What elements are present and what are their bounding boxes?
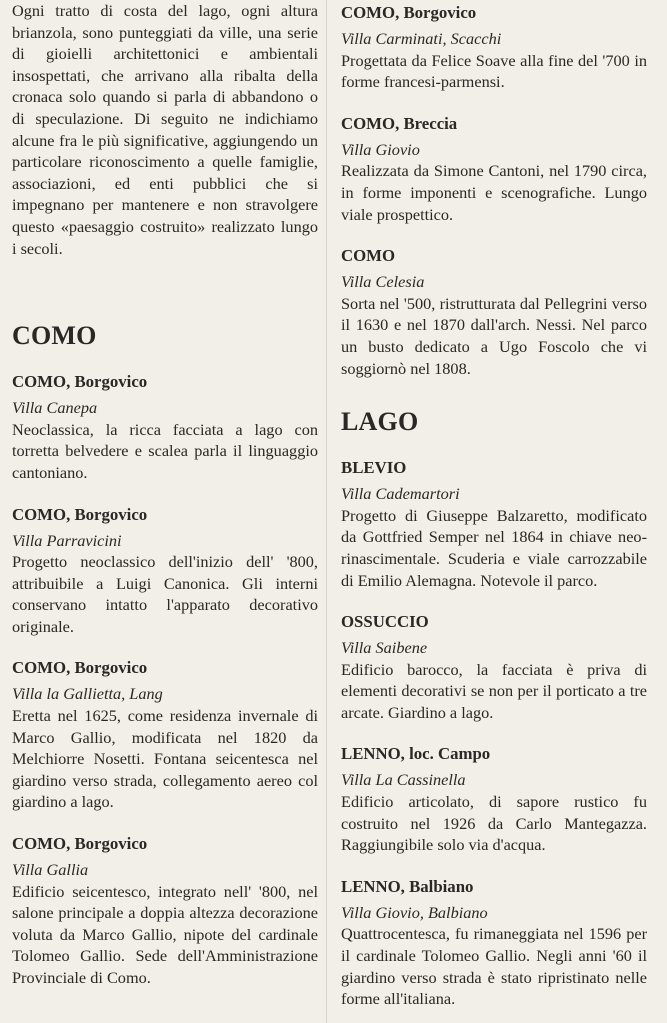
entry-text: Edificio articolato, di sapore rustico fu costruito nel 1926 da Carlo Mantegazza. Raggiungibile solo via d'acqua. <box>341 792 647 855</box>
villa-entry <box>341 245 647 379</box>
villa-entry <box>341 743 647 855</box>
entry-heading: COMO, Borgovico <box>341 3 477 22</box>
section-title-lago: LAGO <box>341 407 419 437</box>
entry-text: Progettata da Felice Soave alla fine del '700 in forme francesi-parmensi. <box>341 50 647 92</box>
right-column <box>341 0 647 1010</box>
section-title-como: COMO <box>12 321 97 351</box>
left-column <box>12 0 318 1009</box>
villa-name: Villa Giovio <box>341 139 420 159</box>
entry-text: Progetto neoclassico dell'inizio dell' '800, attribuibile a Luigi Canonica. Gli interni conservano intatto l'apparato decorativo originale. <box>12 552 318 636</box>
villa-entry <box>341 113 647 225</box>
entry-heading: LENNO, loc. Campo <box>341 744 491 764</box>
entry-text: Eretta nel 1625, come residenza invernale di Marco Gallio, modificata nel 1820 da Melchiorre Nosetti. Fontana seicentesca nel giardino verso strada, collegamento aereo col giardino a lago. <box>12 706 318 812</box>
entry-heading: LENNO, Balbiano <box>341 876 474 896</box>
villa-name: Villa Giovio, Balbiano <box>341 902 488 922</box>
entry-text: Progetto di Giuseppe Balzaretto, modificato da Gottfried Semper nel 1864 in chiave neo-rinascimentale. Scuderia e viale carrozzabile di Emilio Alemagna. Notevole il parco. <box>341 505 647 590</box>
entry-heading: COMO, Breccia <box>341 113 458 133</box>
entry-heading: COMO, Borgovico <box>12 658 148 678</box>
entry-text: Quattrocentesca, fu rimaneggiata nel 1596 per il cardinale Tolomeo Gallio. Negli anni '60 il giardino verso strada è stato ripristinato nelle forme all'italiana. <box>341 924 647 1009</box>
entry-heading: COMO, Borgovico <box>12 504 148 524</box>
entry-text: Realizzata da Simone Cantoni, nel 1790 circa, in forme imponenti e scenografiche. Lungo viale prospettico. <box>341 161 647 224</box>
villa-name: Villa Carminati, Scacchi <box>341 29 502 48</box>
entry-text: Sorta nel '500, ristrutturata dal Pellegrini verso il 1630 e nel 1870 dall'arch. Nessi. Nel parco un busto dedicato a Ugo Foscolo che vi soggiornò nel 1808. <box>341 293 647 378</box>
intro-paragraph: Ogni tratto di costa del lago, ogni altura brianzola, sono punteggiati da ville, una serie di gioielli architettonici e ambientali insospettati, che arrivano alla ribalta della cronaca solo quando si parla di abbandono o di speculazione. Di seguito ne indichiamo alcune fra le più significative, aggiungendo un particolare riconoscimento a quelle famiglie, associazioni, ed enti pubblici che si impegnano per mantenere e non stravolgere questo «paesaggio costruito» realizzato lungo i secoli. <box>12 1 318 258</box>
villa-entry <box>341 876 647 1010</box>
villa-entry <box>341 457 647 591</box>
villa-name: Villa Canepa <box>12 398 98 418</box>
entry-heading: COMO <box>341 246 396 266</box>
villa-name: Villa Parravicini <box>12 530 122 550</box>
villa-entry <box>12 504 318 638</box>
entry-heading: COMO, Borgovico <box>12 834 148 854</box>
villa-entry <box>12 657 318 813</box>
villa-entry <box>341 611 647 723</box>
villa-entry <box>341 2 647 93</box>
entry-heading: BLEVIO <box>341 458 407 478</box>
villa-name: Villa La Cassinella <box>341 770 466 790</box>
villa-name: Villa la Gallietta, Lang <box>12 684 163 704</box>
entry-text: Edificio barocco, la facciata è priva di elementi decorativi se non per il porticato a tre arcate. Giardino a lago. <box>341 659 647 722</box>
entry-text: Neoclassica, la ricca facciata a lago con torretta belvedere e scalea parla il linguaggio cantoniano. <box>12 419 318 482</box>
entry-heading: OSSUCCIO <box>341 612 429 632</box>
villa-name: Villa Gallia <box>12 860 89 880</box>
villa-entry <box>12 833 318 989</box>
entry-heading: COMO, Borgovico <box>12 372 148 392</box>
villa-name: Villa Saibene <box>341 638 428 658</box>
villa-name: Villa Cademartori <box>341 484 460 504</box>
villa-name: Villa Celesia <box>341 272 425 292</box>
entry-text: Edificio seicentesco, integrato nell' '800, nel salone principale a doppia altezza decorazione voluta da Marco Gallio, nipote del cardinale Tolomeo Gallio. Sede dell'Amministrazione Provinciale di Como. <box>12 881 318 987</box>
column-divider <box>326 0 327 1023</box>
villa-entry <box>12 371 318 483</box>
